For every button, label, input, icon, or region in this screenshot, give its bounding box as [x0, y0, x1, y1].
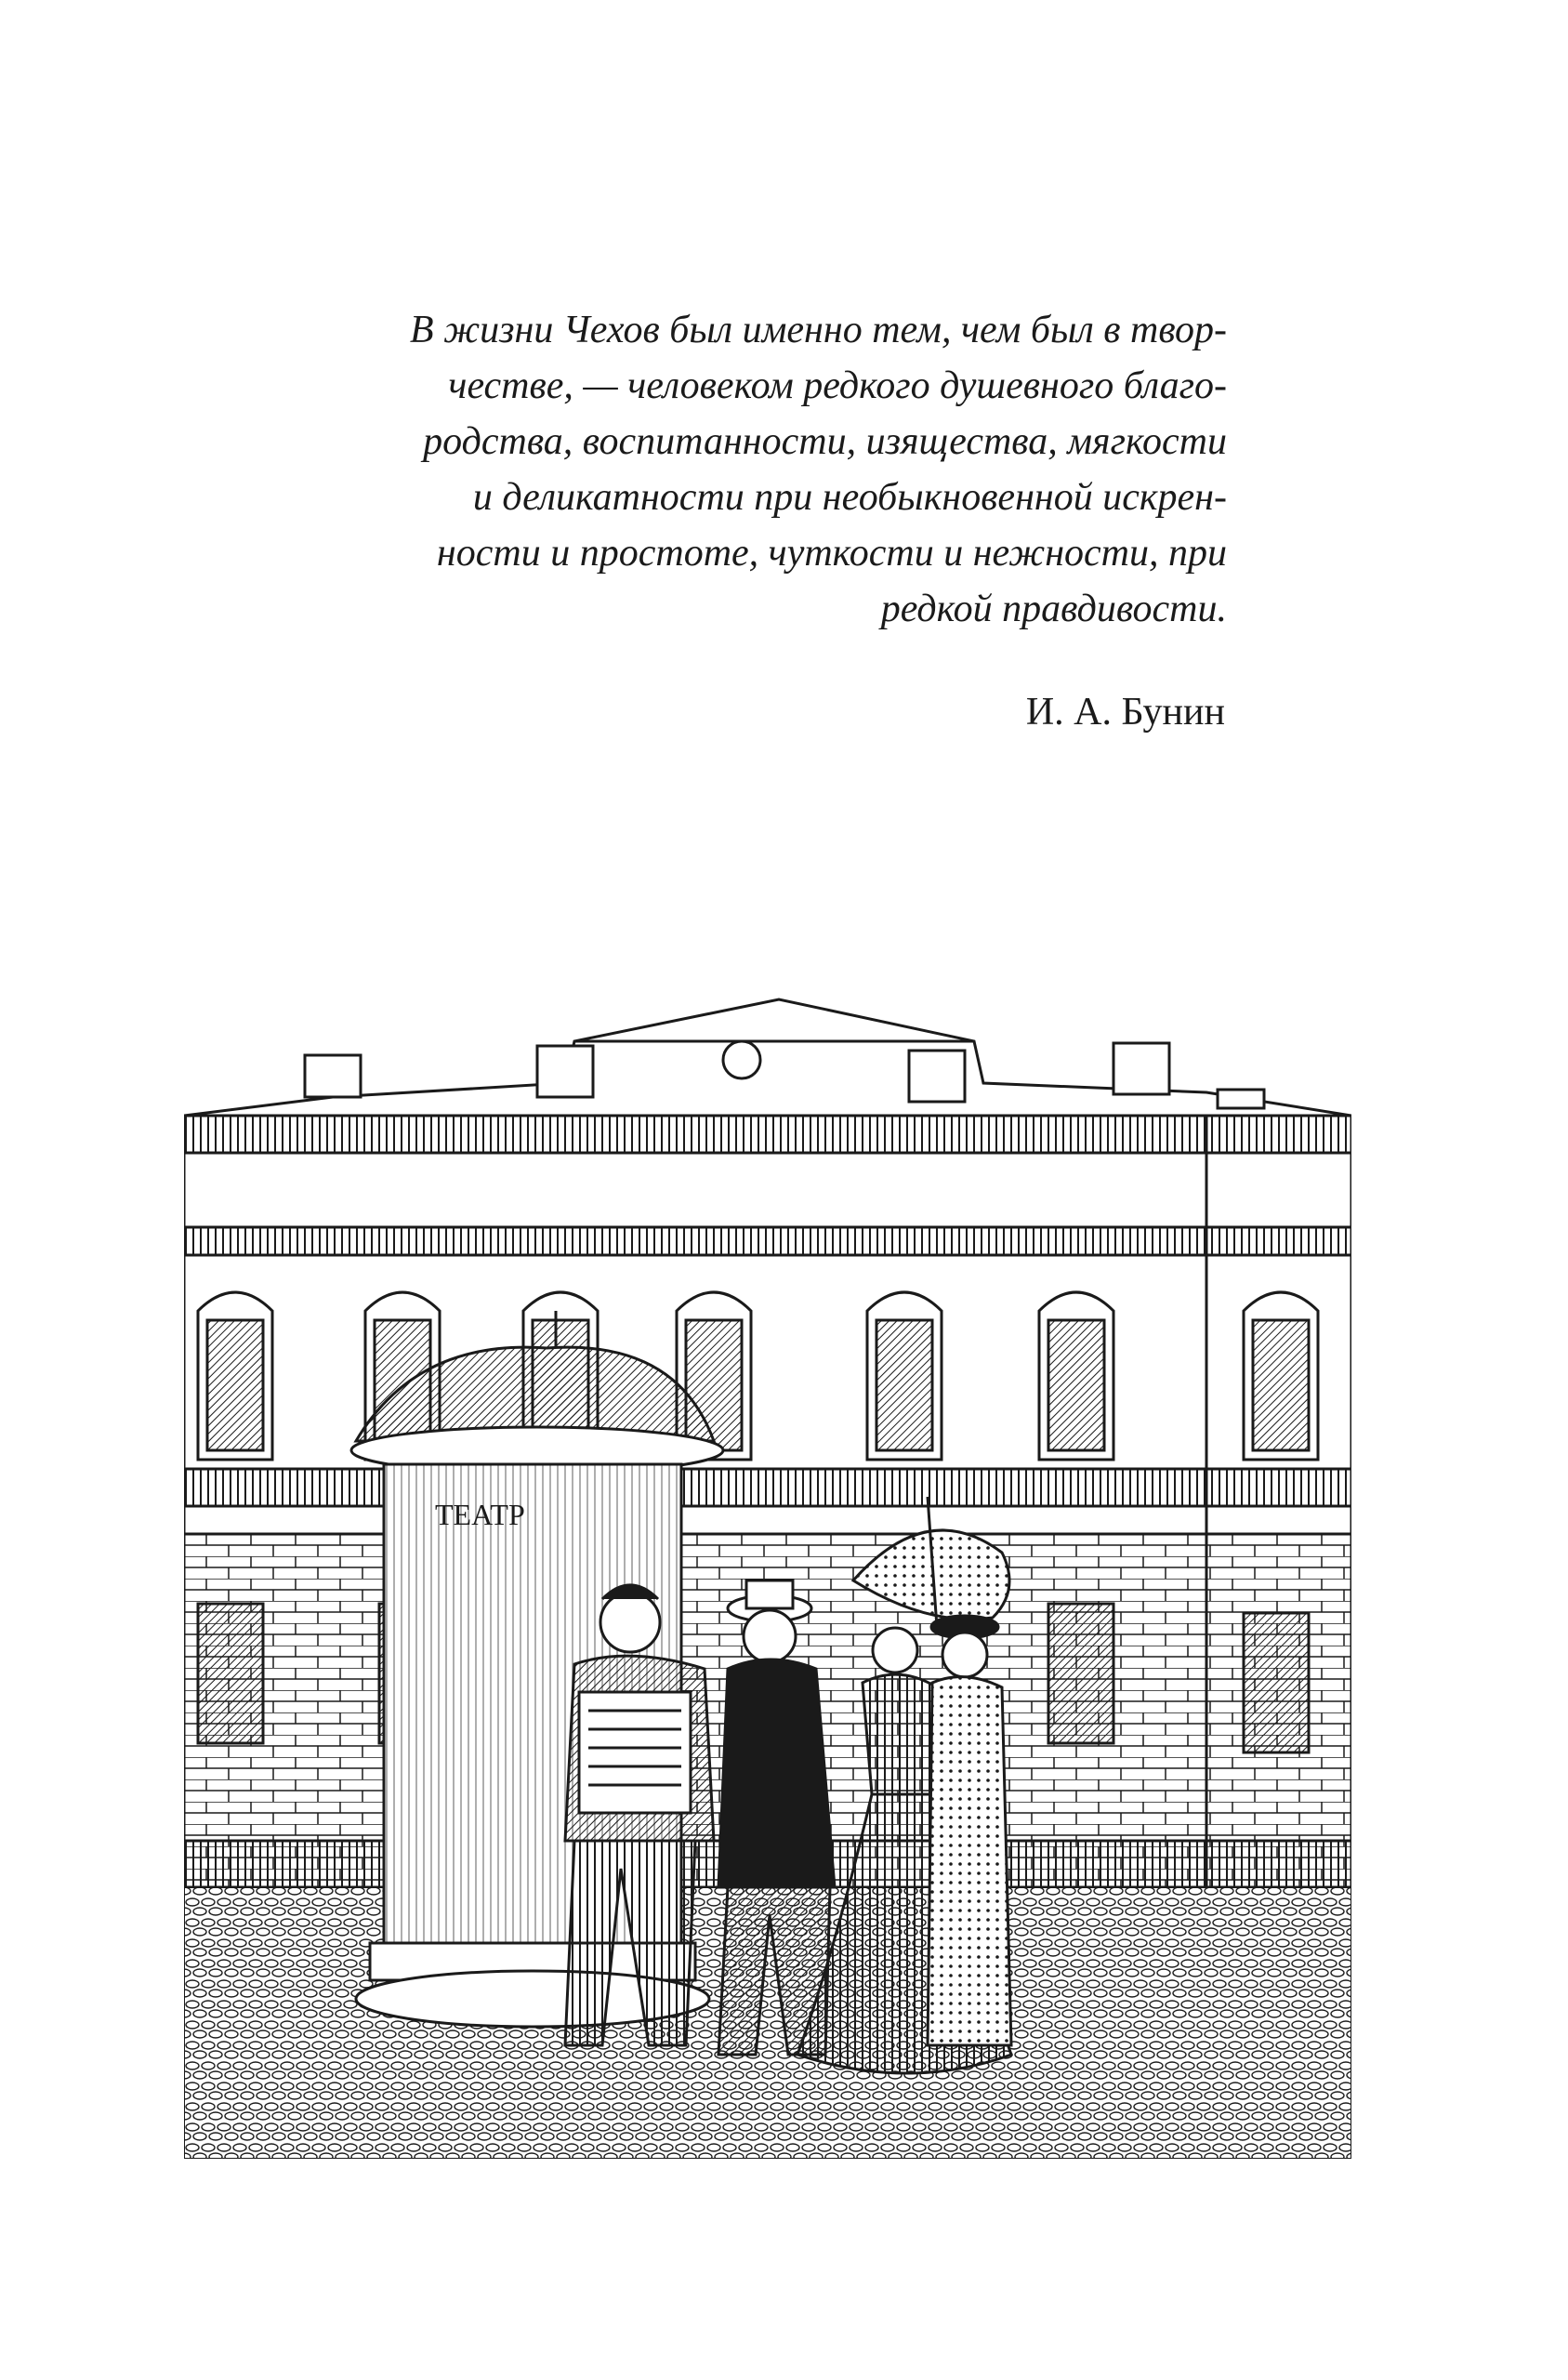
quote-line: В жизни Чехов был именно тем, чем был в твор-: [409, 309, 1227, 351]
quote-line: ности и простоте, чуткости и нежности, при: [436, 532, 1227, 575]
quote-line: редкой правдивости.: [880, 588, 1227, 630]
kiosk-sign: ТЕАТР: [435, 1498, 525, 1531]
epigraph-quote: [270, 302, 1227, 637]
quote-line: родства, воспитанности, изящества, мягкости: [423, 420, 1227, 463]
building-roof: [184, 999, 1351, 1116]
street-scene-drawing: [184, 976, 1351, 2159]
street-scene-illustration: [184, 976, 1351, 2159]
quote-line: и деликатности при необыкновенной искрен-: [472, 476, 1227, 519]
epigraph: [270, 302, 1227, 637]
epigraph-author: И. А. Бунин: [1025, 691, 1225, 734]
quote-line: честве, — человеком редкого душевного благо-: [448, 364, 1227, 407]
